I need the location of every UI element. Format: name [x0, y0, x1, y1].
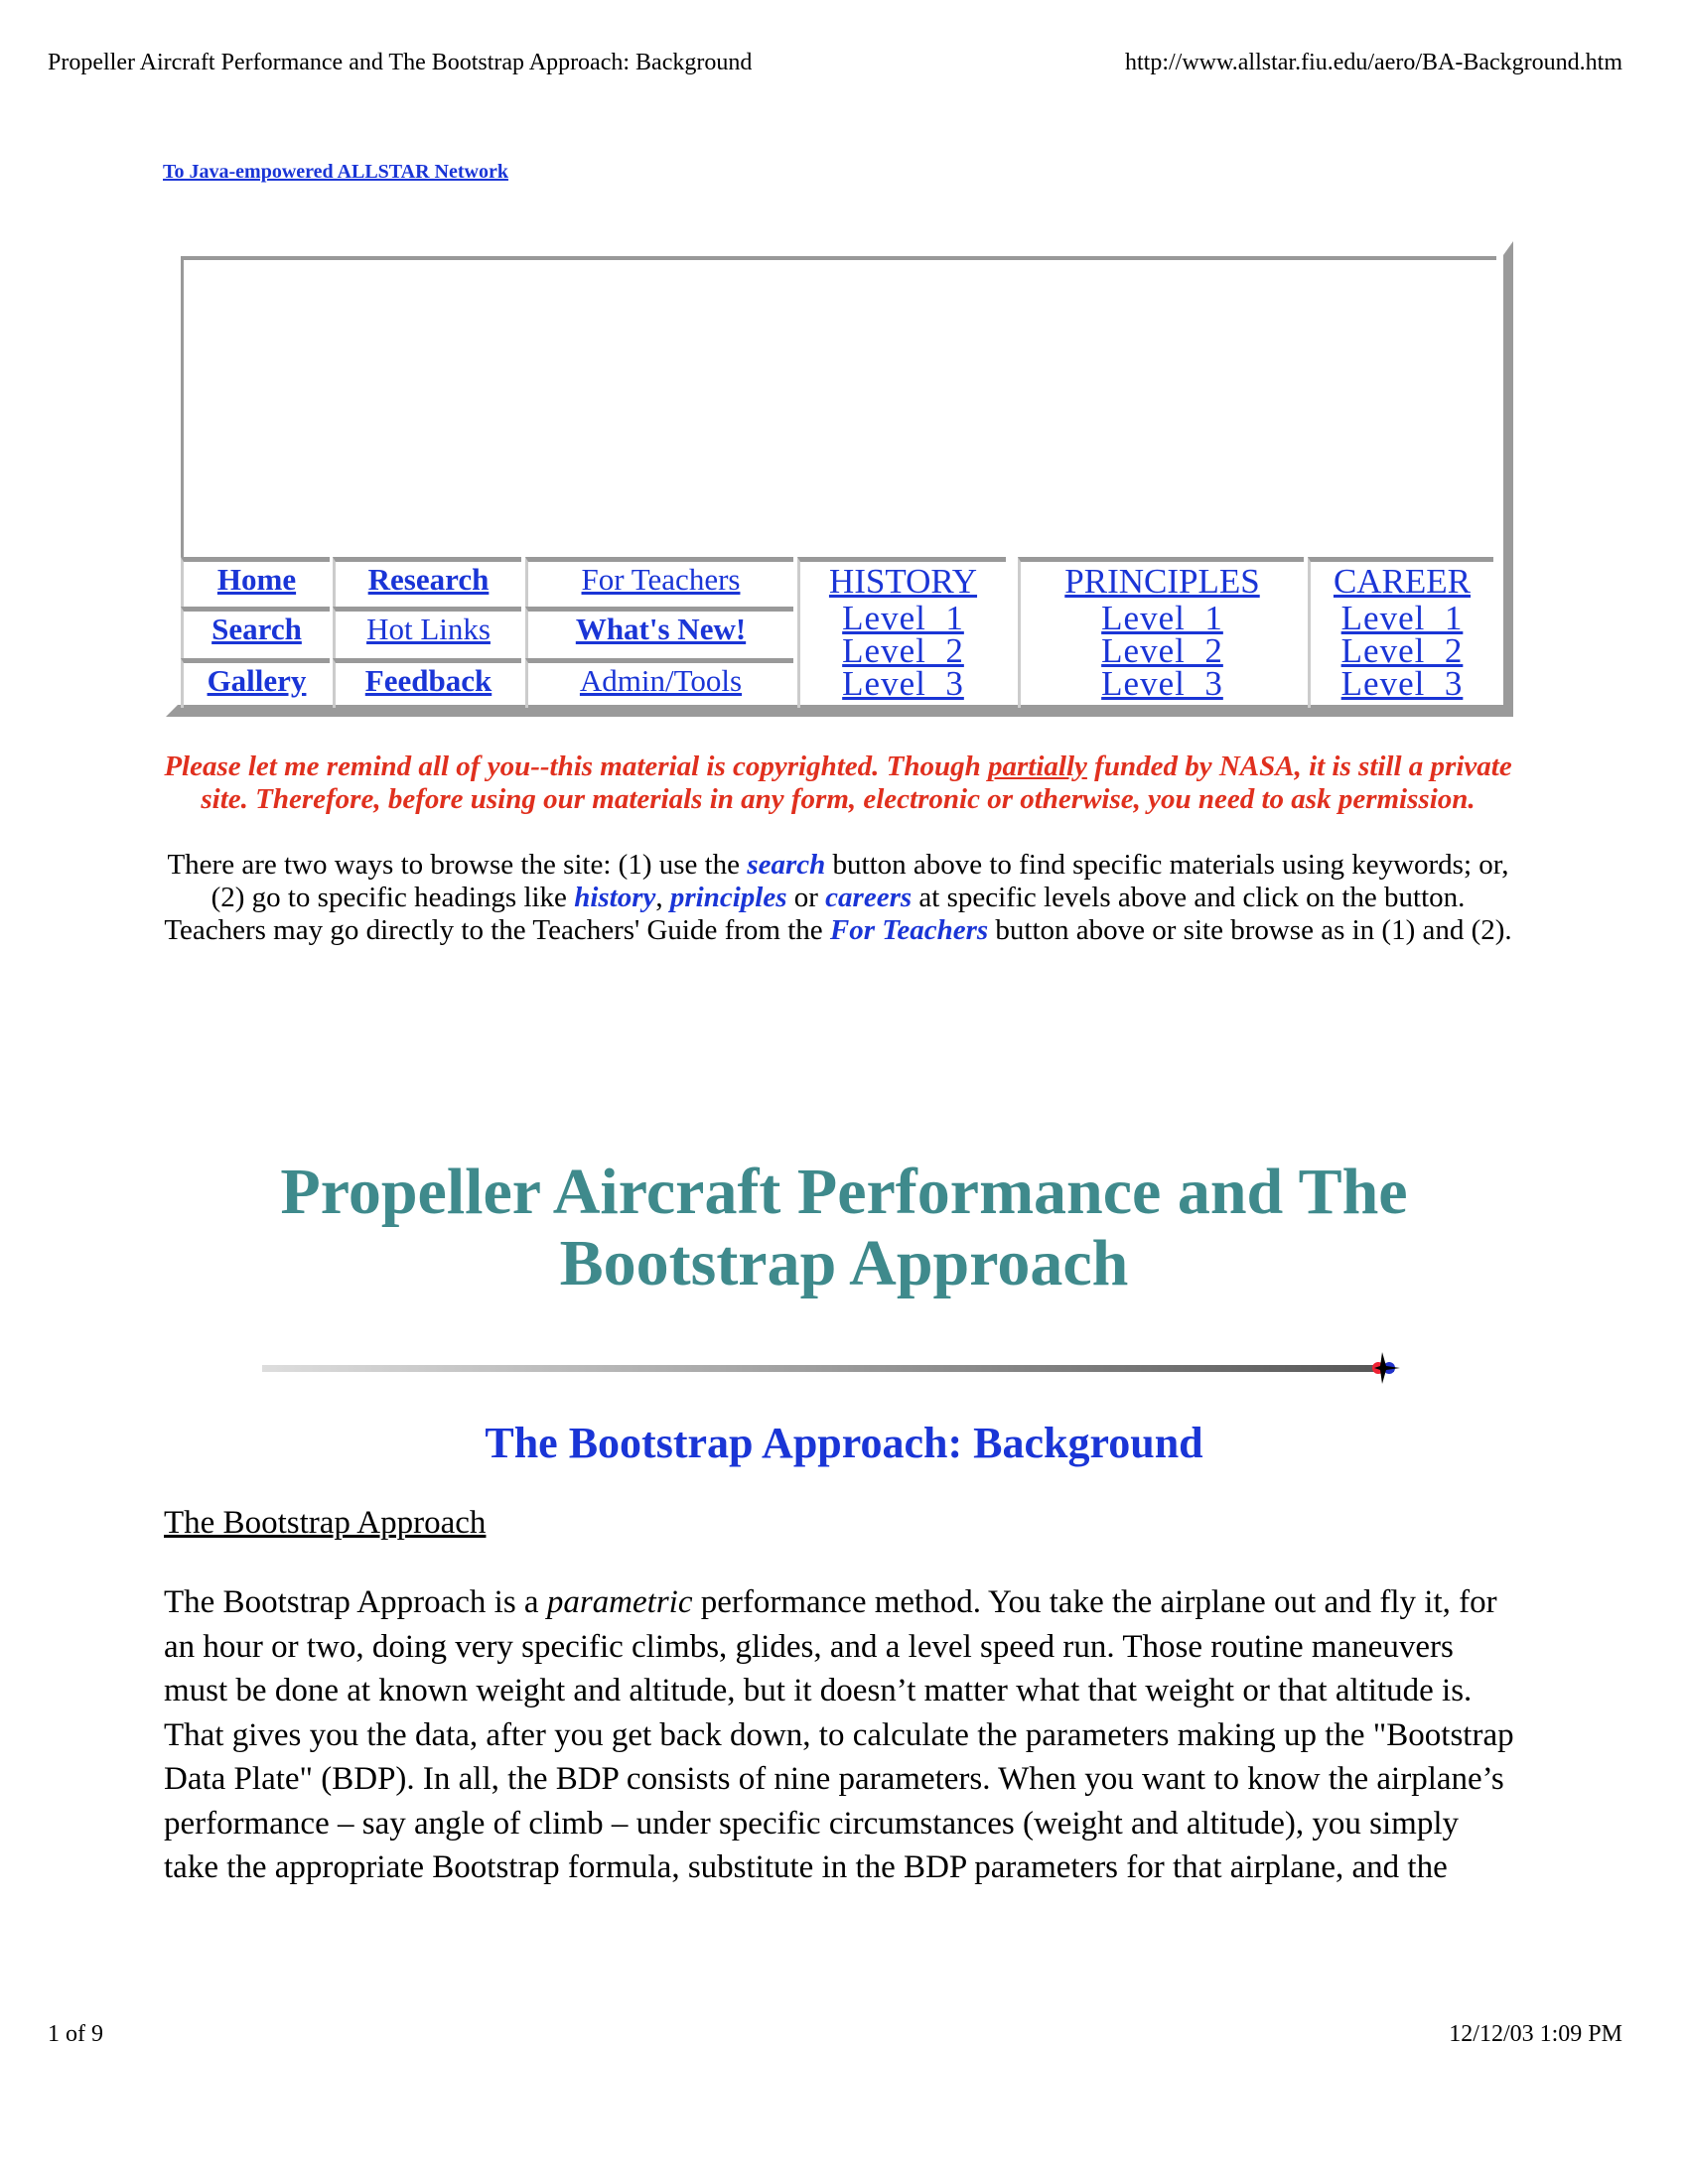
section-subtitle: The Bootstrap Approach: Background — [485, 1419, 1203, 1467]
nav-principles — [1018, 557, 1304, 708]
nav-admin-tools[interactable]: Admin/Tools — [579, 663, 743, 698]
career-level-1[interactable]: Level 1 — [1340, 599, 1464, 637]
nav-whats-new[interactable]: What's New! — [575, 612, 747, 646]
principles-level-2[interactable]: Level 2 — [1101, 631, 1223, 670]
nav-search[interactable]: Search — [211, 612, 302, 646]
applet-area — [181, 256, 1496, 558]
page-number: 1 of 9 — [48, 2021, 103, 2047]
nav-feedback[interactable]: Feedback — [364, 663, 492, 698]
nav-history-title[interactable]: HISTORY — [828, 562, 978, 601]
nav-career-title[interactable]: CAREER — [1333, 562, 1472, 601]
history-level-2[interactable]: Level 2 — [842, 631, 964, 670]
history-link[interactable]: history — [574, 882, 656, 913]
browse-instructions: There are two ways to browse the site: (1) use the search button above to find specific materials using keywords; or, (2) go to specific headings like history, principles or careers at specific levels above and click on the button. Teachers may go directly to the Teachers' Guide from the For Teachers button above or site browse as in (1) and (2). — [164, 849, 1512, 946]
nav-for-teachers[interactable]: For Teachers — [581, 562, 741, 597]
principles-level-3[interactable]: Level 3 — [1101, 664, 1223, 703]
copyright-notice: Please let me remind all of you--this material is copyrighted. Though partially funded by NASA, it is still a private site. Therefore, before using our materials in any form, electronic or otherwise, you need to ask permission. — [164, 751, 1512, 815]
principles-level-1[interactable]: Level 1 — [1101, 599, 1223, 637]
nav-hot-links[interactable]: Hot Links — [366, 612, 491, 646]
history-level-1[interactable]: Level 1 — [842, 599, 964, 637]
history-level-3[interactable]: Level 3 — [842, 664, 964, 703]
career-level-2[interactable]: Level 2 — [1340, 631, 1464, 670]
nav-history — [797, 557, 1006, 708]
careers-link[interactable]: careers — [825, 882, 913, 913]
search-link[interactable]: search — [747, 849, 826, 881]
nav-career — [1308, 557, 1493, 708]
career-level-3[interactable]: Level 3 — [1340, 664, 1464, 703]
nav-gallery[interactable]: Gallery — [207, 663, 307, 698]
divider-line — [262, 1365, 1394, 1372]
principles-link[interactable]: principles — [669, 882, 787, 913]
navigation-panel — [166, 241, 1513, 717]
print-datetime: 12/12/03 1:09 PM — [1449, 2021, 1622, 2047]
section-heading: The Bootstrap Approach — [164, 1505, 487, 1541]
print-header-url: http://www.allstar.fiu.edu/aero/BA-Background.htm — [1124, 50, 1622, 75]
java-network-link[interactable]: To Java-empowered ALLSTAR Network — [163, 161, 508, 183]
page-title: Propeller Aircraft Performance and The Bootstrap Approach — [280, 1156, 1408, 1299]
nav-principles-title[interactable]: PRINCIPLES — [1064, 562, 1260, 601]
print-header-title: Propeller Aircraft Performance and The Bootstrap Approach: Background — [48, 50, 753, 75]
for-teachers-link[interactable]: For Teachers — [829, 914, 989, 946]
airplane-icon — [1360, 1350, 1420, 1386]
nav-research[interactable]: Research — [367, 562, 490, 597]
body-paragraph: The Bootstrap Approach is a parametric performance method. You take the airplane out and fly it, for an hour or two, doing very specific climbs, glides, and a level speed run. Those routine maneuvers must be done at known weight and altitude, but it doesn’t matter what that weight or that altitude is. That gives you the data, after you get back down, to calculate the parameters making up the "Bootstrap Data Plate" (BDP). In all, the BDP consists of nine parameters. When you want to know the airplane’s performance – say angle of climb – under specific circumstances (weight and altitude), you simply take the appropriate Bootstrap formula, substitute in the BDP parameters for that airplane, and the — [164, 1584, 1514, 1885]
nav-home[interactable]: Home — [216, 562, 297, 597]
